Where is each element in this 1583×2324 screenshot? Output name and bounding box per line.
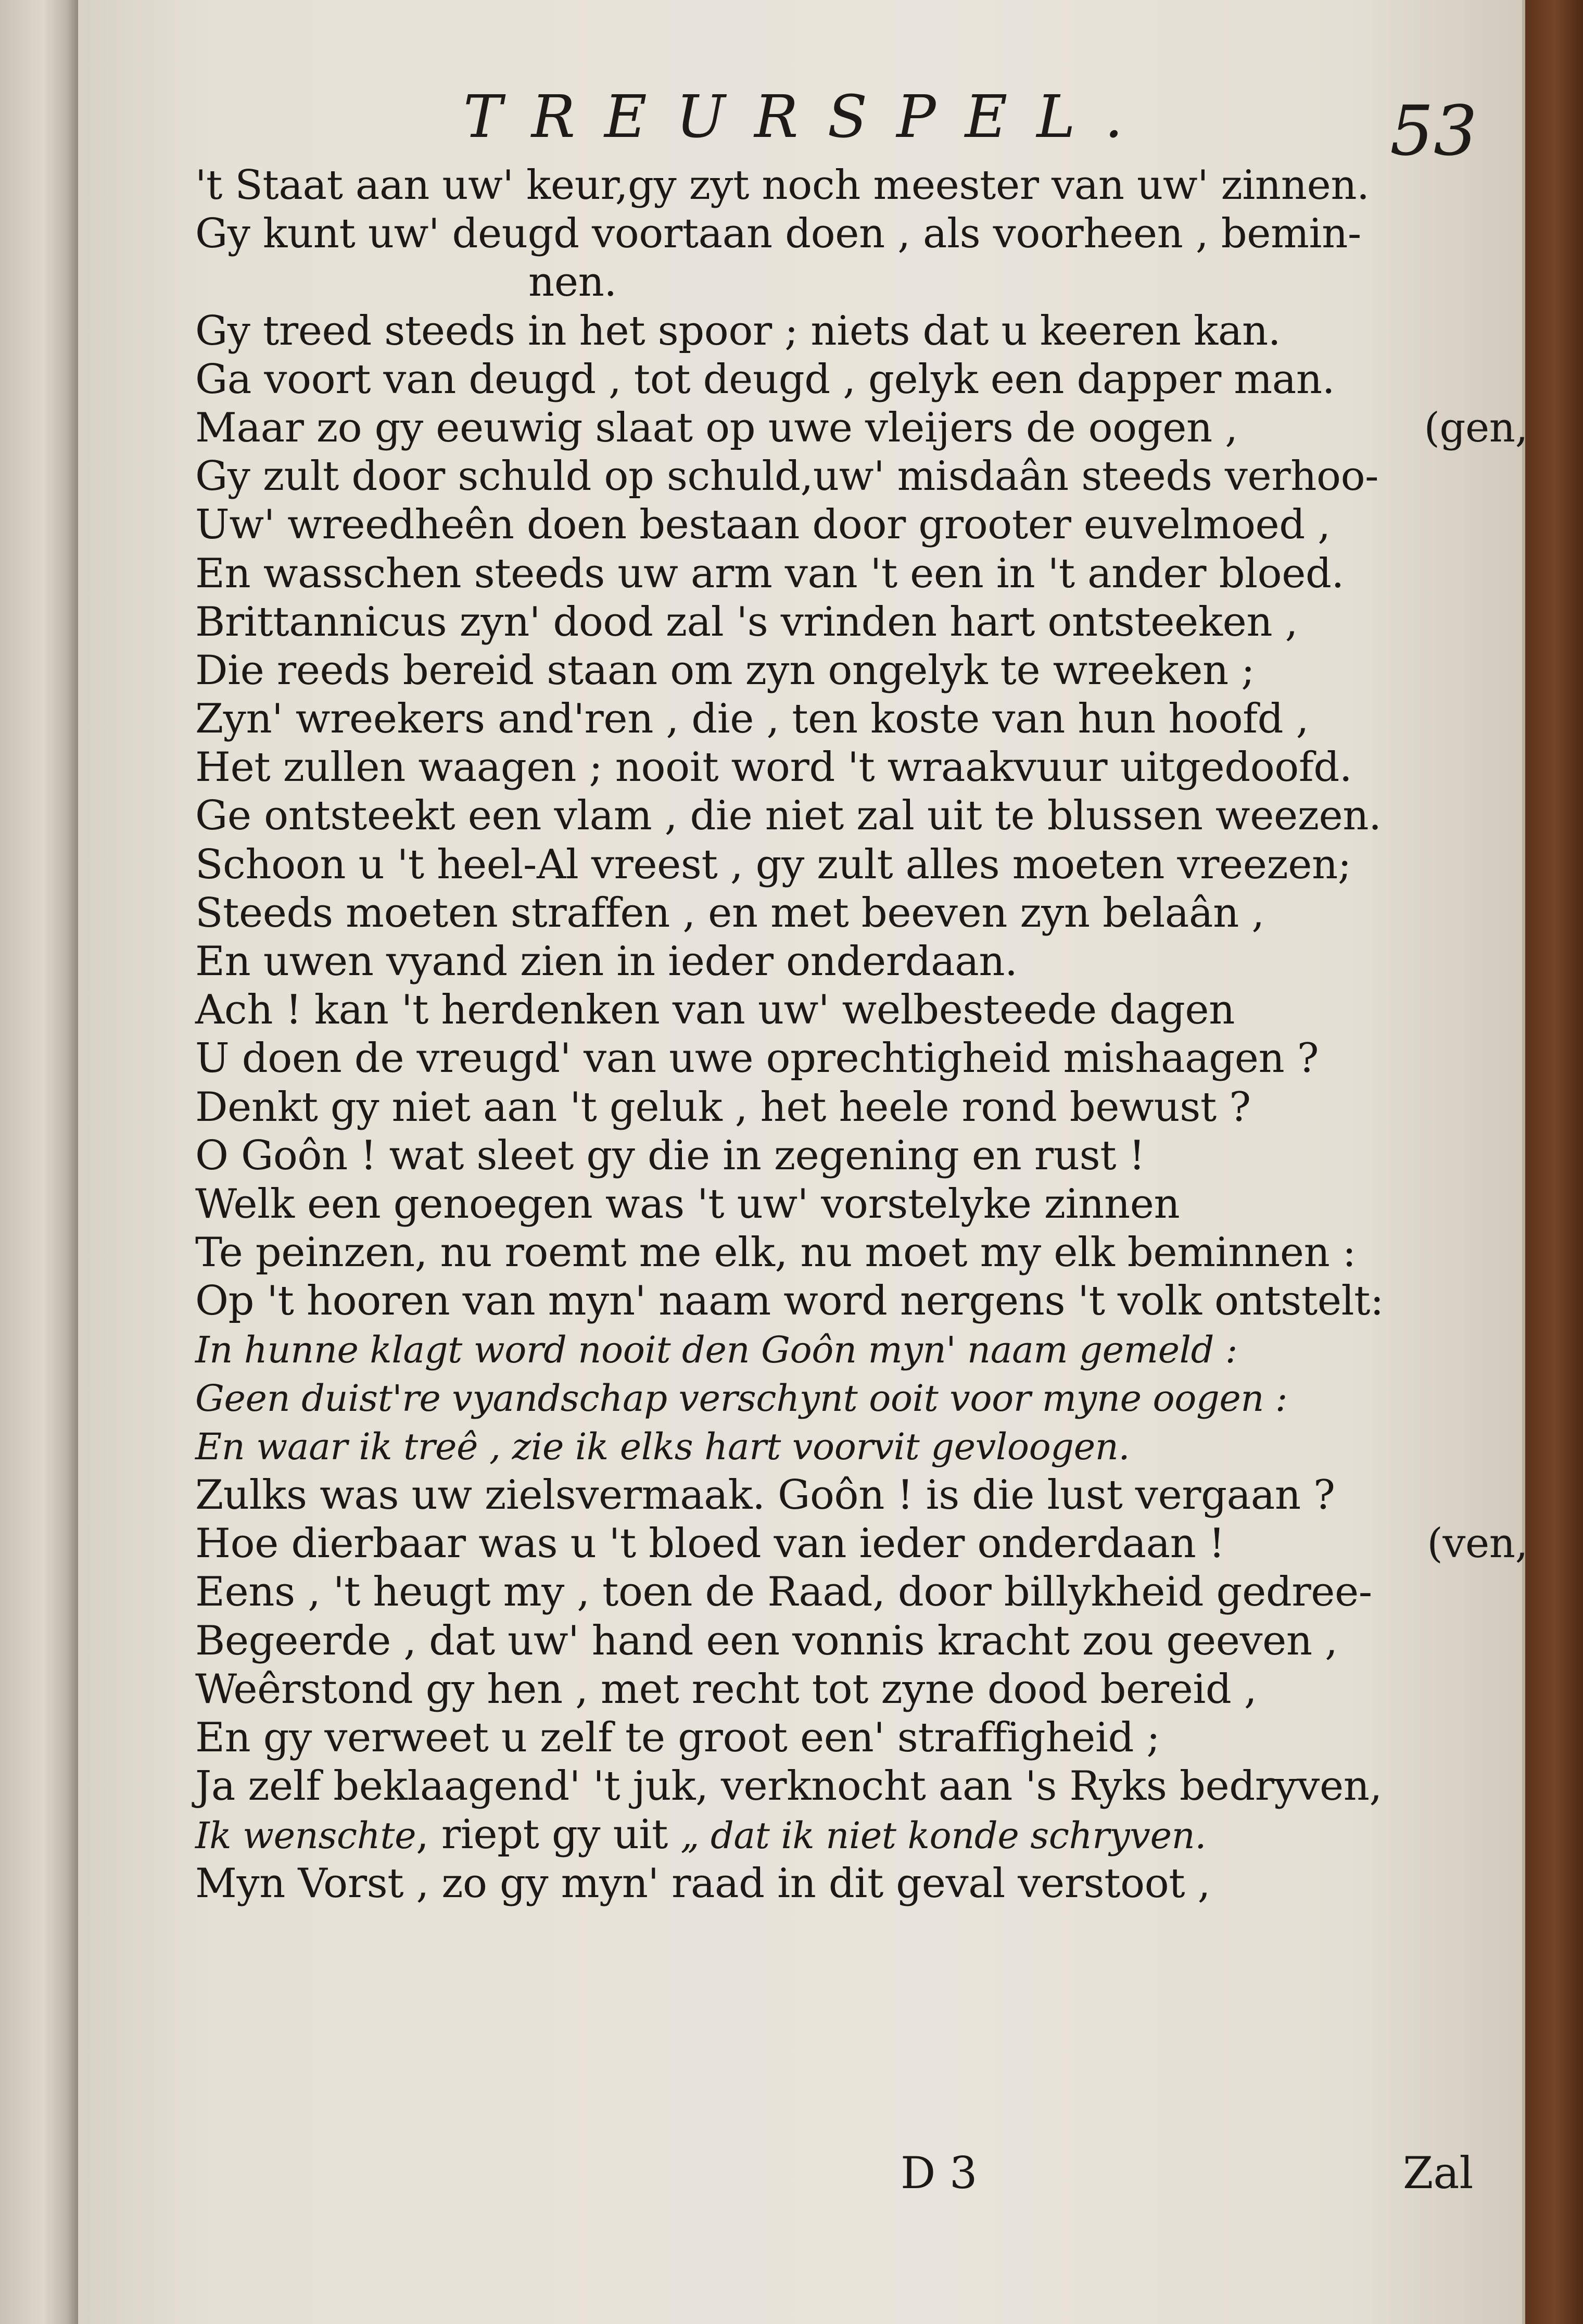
verse-line-text: Begeerde , dat uw' hand een vonnis kracht zou geeven , bbox=[195, 1617, 1338, 1664]
verse-line bbox=[195, 889, 1528, 938]
verse-line bbox=[195, 210, 1528, 258]
verse-line bbox=[195, 1277, 1528, 1325]
verse-line bbox=[195, 1326, 1528, 1374]
verse-line-text bbox=[195, 1811, 1206, 1860]
verse-line bbox=[195, 550, 1528, 598]
verse-line bbox=[195, 1714, 1528, 1762]
verse-line-text: Te peinzen, nu roemt me elk, nu moet my elk beminnen : bbox=[195, 1229, 1356, 1277]
verse-line bbox=[195, 841, 1528, 889]
verse-line-text: Ach ! kan 't herdenken van uw' welbesteede dagen bbox=[195, 987, 1235, 1034]
verse-line-text: Eens , 't heugt my , toen de Raad, door billykheid gedree- bbox=[195, 1569, 1372, 1616]
verse-line-text: Uw' wreedheên doen bestaan door grooter euvelmoed , bbox=[195, 501, 1331, 549]
verse-line bbox=[195, 938, 1528, 986]
verse-line-text: Geen duist're vyandschap verschynt ooit voor myne oogen : bbox=[195, 1376, 1288, 1420]
verse-line bbox=[195, 1132, 1528, 1180]
verse-line bbox=[195, 161, 1528, 210]
verse-line-text: Ja zelf beklaagend' 't juk, verknocht aan 's Ryks bedryven, bbox=[195, 1763, 1382, 1810]
verse-line-text: Weêrstond gy hen , met recht tot zyne dood bereid , bbox=[195, 1665, 1257, 1713]
verse-line bbox=[195, 986, 1528, 1034]
verse-line bbox=[195, 404, 1528, 452]
verse-line-segment: „ dat ik niet konde schryven. bbox=[680, 1814, 1207, 1858]
verse-line-text: Maar zo gy eeuwig slaat op uwe vleijers de oogen , bbox=[195, 404, 1238, 451]
catchword: Zal bbox=[1403, 2148, 1474, 2199]
verse-line bbox=[195, 647, 1528, 695]
verse-line-text: Gy zult door schuld op schuld,uw' misdaân steeds verhoo- bbox=[195, 453, 1379, 500]
verse-line-text: En waar ik treê , zie ik elks hart voorvit gevloogen. bbox=[195, 1425, 1130, 1468]
verse-line-text: Zyn' wreekers and'ren , die , ten koste van hun hoofd , bbox=[195, 696, 1309, 743]
verse-line-text: Steeds moeten straffen , en met beeven zyn belaân , bbox=[195, 889, 1264, 937]
verse-line-text: Die reeds bereid staan om zyn ongelyk te wreeken ; bbox=[195, 647, 1255, 694]
verse-line-text: Brittannicus zyn' dood zal 's vrinden hart ontsteeken , bbox=[195, 598, 1298, 646]
signature-mark: D 3 bbox=[901, 2148, 978, 2199]
verse-line-text: Myn Vorst , zo gy myn' raad in dit geval verstoot , bbox=[195, 1860, 1211, 1907]
verse-line-text: En uwen vyand zien in ieder onderdaan. bbox=[195, 938, 1018, 985]
running-title: TREURSPEL. bbox=[463, 83, 1153, 151]
verse-line bbox=[195, 695, 1528, 743]
verse-line bbox=[195, 743, 1528, 792]
verse-line-text: Gy kunt uw' deugd voortaan doen , als voorheen , bemin- bbox=[195, 210, 1361, 258]
verse-line bbox=[195, 258, 1528, 307]
verse-line-segment: Ik wenschte bbox=[195, 1814, 416, 1858]
verse-line-text: En gy verweet u zelf te groot een' straffigheid ; bbox=[195, 1714, 1160, 1761]
verse-line bbox=[195, 1762, 1528, 1811]
verse-line bbox=[195, 1471, 1528, 1520]
verse-line-text: Hoe dierbaar was u 't bloed van ieder onderdaan ! bbox=[195, 1520, 1225, 1568]
verse-line bbox=[195, 452, 1528, 501]
verse-line bbox=[195, 1860, 1528, 1908]
verse-line-text: Welk een genoegen was 't uw' vorstelyke zinnen bbox=[195, 1180, 1180, 1228]
verse-line-text: In hunne klagt word nooit den Goôn myn' naam gemeld : bbox=[195, 1328, 1238, 1371]
book-page bbox=[78, 0, 1528, 2324]
verse-line bbox=[195, 1568, 1528, 1616]
verse-line bbox=[195, 356, 1528, 404]
verse-line-text: Ga voort van deugd , tot deugd , gelyk een dapper man. bbox=[195, 356, 1335, 403]
verse-line bbox=[195, 501, 1528, 549]
verse-line-text: Zulks was uw zielsvermaak. Goôn ! is die lust vergaan ? bbox=[195, 1472, 1335, 1519]
verse-line-text: En wasschen steeds uw arm van 't een in 't ander bloed. bbox=[195, 550, 1344, 597]
verse-line-text: nen. bbox=[528, 259, 617, 306]
verse-line bbox=[195, 1034, 1528, 1083]
verse-line bbox=[195, 1180, 1528, 1229]
verse-line-text: 't Staat aan uw' keur,gy zyt noch meester van uw' zinnen. bbox=[195, 162, 1370, 209]
verse-line bbox=[195, 1083, 1528, 1132]
verse-line-text: Op 't hooren van myn' naam word nergens 't volk ontstelt: bbox=[195, 1278, 1384, 1325]
verse-line-text: O Goôn ! wat sleet gy die in zegening en rust ! bbox=[195, 1132, 1145, 1179]
verse-line-text: Denkt gy niet aan 't geluk , het heele rond bewust ? bbox=[195, 1083, 1251, 1131]
verse-line-overflow: (gen, bbox=[1424, 404, 1528, 451]
verse-line-text: Het zullen waagen ; nooit word 't wraakvuur uitgedoofd. bbox=[195, 744, 1352, 791]
left-page-edge bbox=[0, 0, 78, 2324]
verse-line bbox=[195, 1811, 1528, 1859]
verse-line bbox=[195, 307, 1528, 356]
verse-line bbox=[195, 1520, 1528, 1568]
verse-line bbox=[195, 1374, 1528, 1423]
verse-block bbox=[195, 161, 1528, 1908]
verse-line bbox=[195, 1617, 1528, 1665]
verse-line bbox=[195, 1423, 1528, 1471]
verse-line-segment: , riept gy uit bbox=[416, 1811, 681, 1859]
verse-line-text: Gy treed steeds in het spoor ; niets dat u keeren kan. bbox=[195, 307, 1281, 355]
verse-line bbox=[195, 1665, 1528, 1714]
verse-line-text: Schoon u 't heel-Al vreest , gy zult alles moeten vreezen; bbox=[195, 841, 1351, 888]
verse-line-text: U doen de vreugd' van uwe oprechtigheid mishaagen ? bbox=[195, 1035, 1319, 1082]
verse-line-overflow: (ven, bbox=[1427, 1520, 1528, 1568]
verse-line bbox=[195, 1229, 1528, 1277]
verse-line bbox=[195, 792, 1528, 840]
verse-line bbox=[195, 598, 1528, 647]
verse-line-text: Ge ontsteekt een vlam , die niet zal uit te blussen weezen. bbox=[195, 792, 1382, 840]
page-number: 53 bbox=[1390, 91, 1477, 171]
